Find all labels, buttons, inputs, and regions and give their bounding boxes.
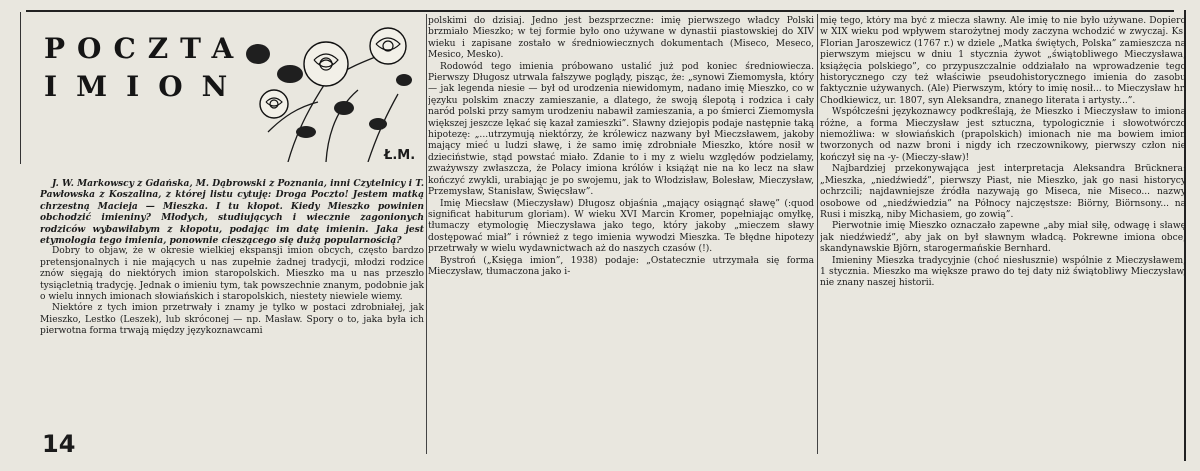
heading-line-2: IMION bbox=[44, 70, 247, 103]
article-column-1 bbox=[40, 178, 424, 440]
article-paragraph: Współcześni językoznawcy podkreślają, że Mieszko i Mieczysław to imiona różne, a forma Mieczysław jest sztuczna, typologicznie i słowotwórczo niemożliwa: w słowiańskich (prapolskich) imionach nie ma bowiem imion tworzonych od nazw broni i nigdy ich rzeczownikowy, pierwszy człon nie kończył się na -y- (Mieczy-sław)! bbox=[820, 107, 1186, 163]
article-paragraph: Dobry to objaw, że w okresie wielkiej ekspansji imion obcych, często bardzo pretensjonalnych i nie mających u nas zupełnie żadnej tradycji, młodzi rodzice znów sięgają do niektórych imion staropolskich. Mieszko ma u nas przeszło tysiącletnią tradycję. Jednak o imieniu tym, tak powszechnie znanym, podobnie jak o wielu innych imionach słowiańskich i staropolskich, niestety niewiele wiemy. bbox=[40, 246, 424, 303]
page-number: 14 bbox=[42, 430, 76, 458]
left-border-rule bbox=[20, 12, 21, 164]
reader-letter-paragraph: J. W. Markowscy z Gdańska, M. Dąbrowski z Poznania, inni Czytelnicy i T. Pawłowska z Koszalina, z której listu cytuję: Droga Poczto! Jestem matką chrzestną Macieja — Mieszka. I tu kłopot. Kiedy Mieszko powinien obchodzić imieniny? Młodych, studiujących i wiecznie zagonionych rodziców wybawiłabym z kłopotu, podając im datę imienin. Jaka jest etymologia tego imienia, ponownie cieszącego się dużą popularnością? bbox=[40, 178, 424, 247]
article-paragraph: Rodowód tego imienia próbowano ustalić już pod koniec średniowiecza. Pierwszy Długosz utrwala fałszywe poglądy, pisząc, że: „synowi Ziemomysła, który — jak legenda niesie — był od urodzenia niewidomym, nadano imię Mieszko, co w języku polskim znaczy zamieszanie, a dlatego, że swoją ślepotą i rodzica i cały naród polski przy samym urodzeniu nabawił zamieszania, a po śmierci Ziemomysła większej jeszcze lękać się kazał zamieszki”. Sławny dziejopis podaje następnie taką hipotezę: „...utrzymują niektórzy, że królewicz nazwany był Mieczsławem, jakoby mający mieć u ludzi sławę, i że samo imię zdrobniałe Mieszko, które nosił w dzieciństwie, stąd powstać miało. Zdanie to i my z wielu względów podzielamy, zważywszy zwłaszcza, że Polacy imiona królów i książąt nie na ko lecz na sław kończyć zwykli, urabiając je po swojemu, jak to Włodzisław, Bolesław, Mieczysław, Przemysław, Stanisław, Święcsław”. bbox=[428, 61, 814, 198]
article-paragraph: Niektóre z tych imion przetrwały i znamy je tylko w postaci zdrobniałej, jak Mieszko, Lestko (Leszek), lub skróconej — np. Masław. Spory o to, jaka była ich pierwotna forma trwają między językoznawcami bbox=[40, 303, 424, 337]
article-paragraph: polskimi do dzisiaj. Jedno jest bezsprzeczne: imię pierwszego władcy Polski brzmiało Mieszko; w tej formie było ono używane w dynastii piastowskiej do XIV wieku i zapisane zostało w średniowiecznych dokumentach (Miseco, Meseco, Mesico, Mesko). bbox=[428, 16, 814, 61]
article-paragraph: Najbardziej przekonywająca jest interpretacja Aleksandra Brücknera: „Mieszka, „niedźwiedź”, pierwszy Piast, nie Mieszko, jak go nasi historycy ochrzcili; najdawniejsze źródła nazywają go Miseca, nie Miseco... nazwy osobowe od „niedźwiedzia” na Północy najczęstsze: Biörny, Biörnsony... na Rusi i miszką, niby Michasiem, go zowią”. bbox=[820, 164, 1186, 220]
heading-line-1: POCZTA bbox=[44, 32, 246, 65]
article-column-2 bbox=[428, 16, 814, 452]
column-divider bbox=[426, 14, 427, 454]
article-paragraph: mię tego, który ma być z miecza sławny. Ale imię to nie było używane. Dopiero w XIX wieku pod wpływem starożytnej mody zaczyna wchodzić w zwyczaj. Ks. Florian Jaroszewicz (1767 r.) w dziele „Matka świętych, Polska” zamieszcza na pierwszym miejscu w dniu 1 stycznia żywot „świątobliwego Mieczysława, książęcia polskiego”, co przypuszczalnie oddziałało na wprowadzenie tego historycznego czy też właściwie pseudohistorycznego imienia do zasobu faktycznie używanych. (Ale) Pierwszym, który to imię nosił... to Mieczysław hr. Chodkiewicz, ur. 1807, syn Aleksandra, znanego literata i artysty...”. bbox=[820, 16, 1186, 106]
column-divider bbox=[817, 14, 818, 454]
author-signature: Ł.M. bbox=[384, 148, 416, 163]
top-border-rule bbox=[26, 10, 1174, 12]
article-column-3 bbox=[820, 16, 1186, 452]
article-paragraph: Imieniny Mieszka tradycyjnie (choć niesłusznie) wspólnie z Mieczysławem, 1 stycznia. Mieszko ma większe prawo do tej daty niż świątobliwy Mieczysław, nie znany naszej historii. bbox=[820, 255, 1186, 289]
article-paragraph: Imię Miecsław (Mieczysław) Długosz objaśnia „mający osiągnąć sławę” (:quod significat habiturum gloriam). W wieku XVI Marcin Kromer, popełniając omyłkę, tłumaczy etymologię Mieczysława jako tego, który jakoby „mieczem sławy dostępować miał” i również z tego imienia wywodzi Mieszka. Te błędne hipotezy przetrwały w wielu wydawnictwach aż do naszych czasów (!). bbox=[428, 198, 814, 255]
article-paragraph: Bystroń („Księga imion”, 1938) podaje: „Ostatecznie utrzymała się forma Mieczysław, tłumaczona jako i- bbox=[428, 255, 814, 277]
rose-bouquet-icon bbox=[228, 12, 426, 162]
column-heading bbox=[44, 30, 247, 106]
article-paragraph: Pierwotnie imię Mieszko oznaczało zapewne „aby miał siłę, odwagę i sławę jak niedźwiedź”, aby jak on był sławnym władcą. Pokrewne imiona obce, skandynawskie Björn, starogermańskie Bernhard. bbox=[820, 221, 1186, 255]
